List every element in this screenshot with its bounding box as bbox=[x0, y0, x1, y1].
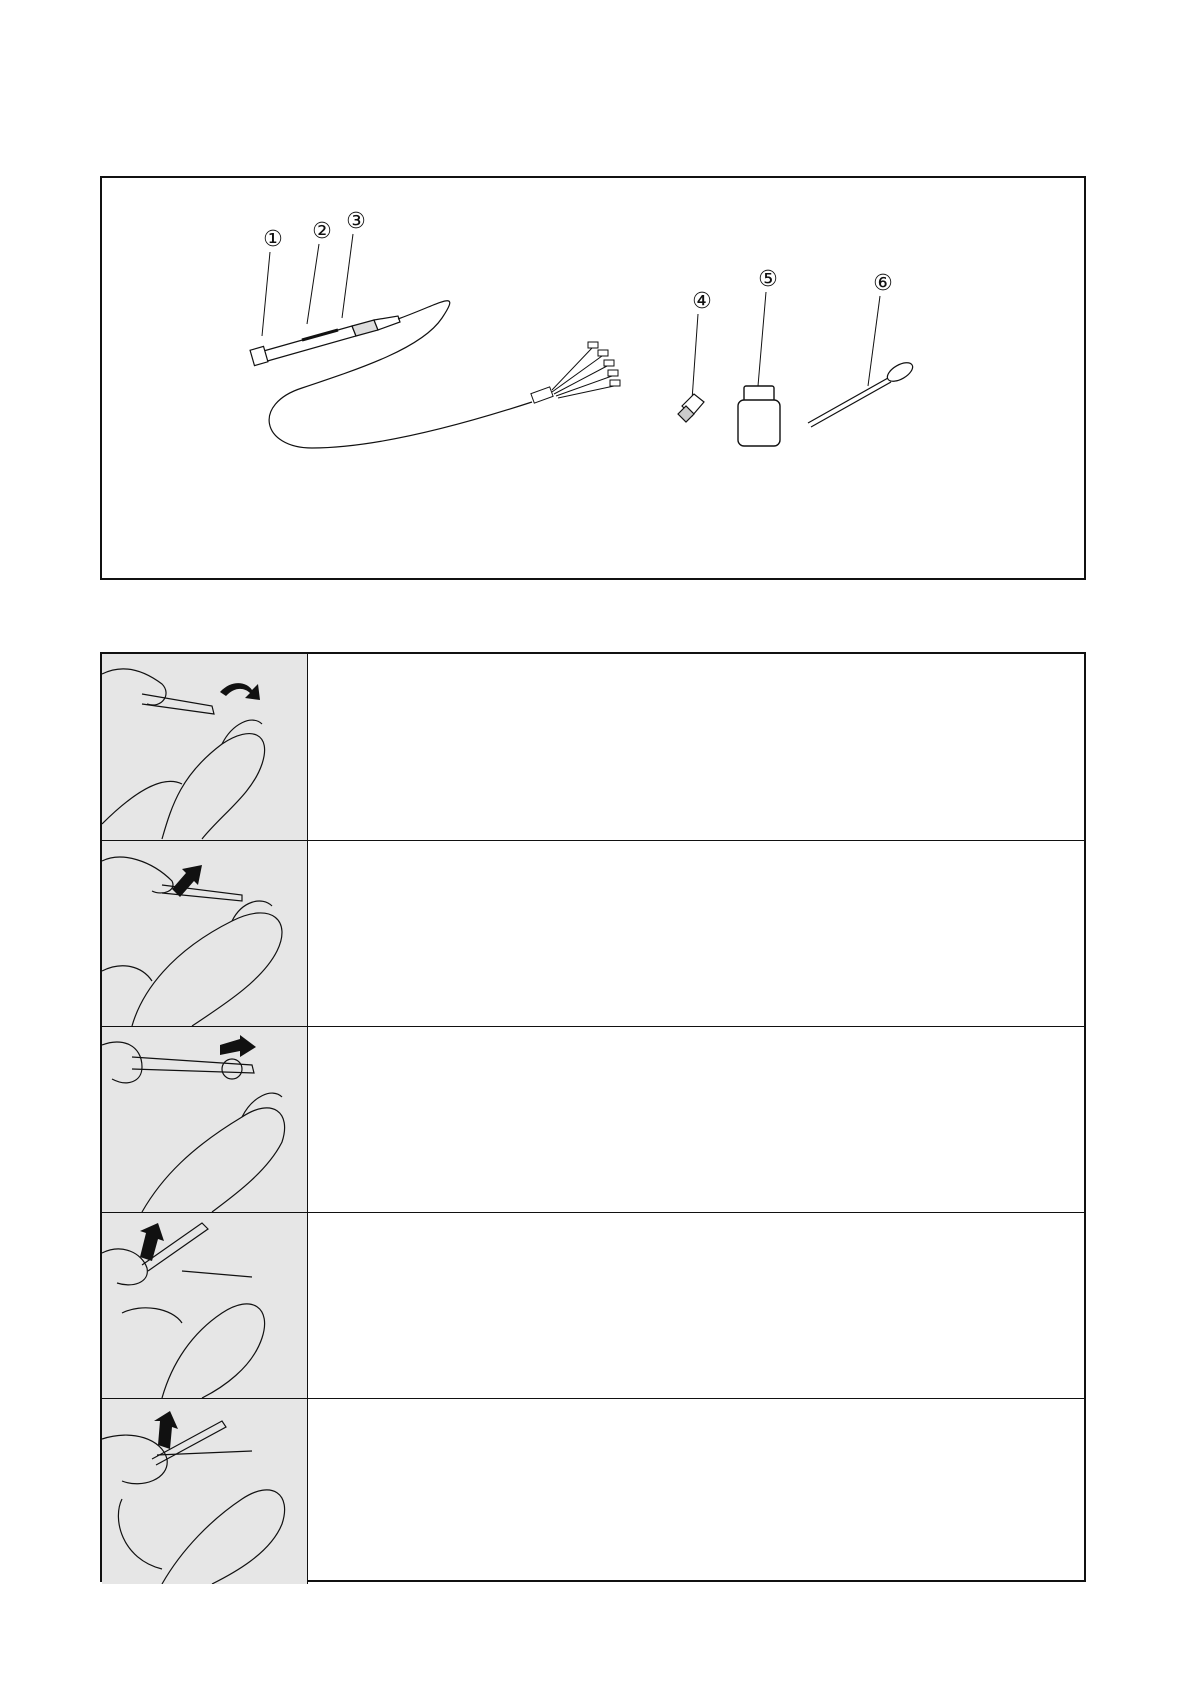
parts-figure bbox=[100, 176, 1086, 580]
step-image-1 bbox=[102, 654, 308, 840]
step-image-3 bbox=[102, 1027, 308, 1212]
terminal-connector-icon bbox=[531, 342, 620, 403]
hand-press-tool-illustration bbox=[102, 1213, 308, 1398]
callout-2: ② bbox=[312, 219, 332, 244]
step-text-5 bbox=[309, 1399, 1084, 1584]
callout-5: ⑤ bbox=[758, 267, 778, 292]
hand-apply-tool-illustration bbox=[102, 1399, 308, 1584]
step-row-1 bbox=[102, 654, 1084, 840]
step-image-2 bbox=[102, 841, 308, 1026]
handpiece-icon bbox=[250, 316, 400, 366]
step-row-2 bbox=[102, 840, 1084, 1026]
step-text-2 bbox=[309, 841, 1084, 1026]
dropper-tool-icon bbox=[808, 359, 916, 427]
callout-4: ④ bbox=[692, 289, 712, 314]
spare-tip-icon bbox=[678, 394, 704, 422]
step-image-4 bbox=[102, 1213, 308, 1398]
step-image-5 bbox=[102, 1399, 308, 1584]
step-row-3 bbox=[102, 1026, 1084, 1212]
step-row-4 bbox=[102, 1212, 1084, 1398]
bottle-icon bbox=[738, 386, 780, 446]
callout-3: ③ bbox=[346, 209, 366, 234]
hand-pull-tip-illustration bbox=[102, 1027, 308, 1212]
parts-illustration bbox=[102, 178, 1088, 582]
step-text-1 bbox=[309, 654, 1084, 840]
hand-insert-tip-illustration bbox=[102, 841, 308, 1026]
callout-6: ⑥ bbox=[873, 271, 893, 296]
hand-rotate-tip-illustration bbox=[102, 654, 308, 840]
cable-icon bbox=[269, 301, 532, 448]
callout-1: ① bbox=[263, 227, 283, 252]
step-row-5 bbox=[102, 1398, 1084, 1584]
procedure-table bbox=[100, 652, 1086, 1582]
step-text-3 bbox=[309, 1027, 1084, 1212]
step-text-4 bbox=[309, 1213, 1084, 1398]
